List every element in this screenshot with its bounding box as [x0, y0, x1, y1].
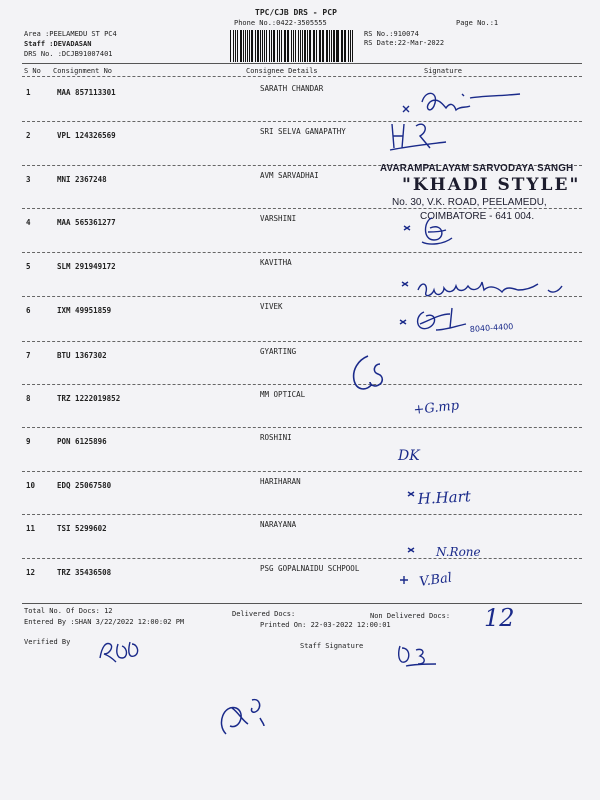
row-consignment-no: SLM 291949172 [57, 262, 116, 271]
barcode-bar [350, 30, 351, 62]
signature-2 [388, 118, 468, 162]
row-consignee: VARSHINI [260, 214, 297, 223]
row-consignment-no: TRZ 1222019852 [57, 394, 121, 403]
barcode-bar [243, 30, 244, 62]
barcode-bar [284, 30, 285, 62]
barcode-bar [336, 30, 337, 62]
row-sno: 11 [26, 524, 36, 533]
barcode-bar [273, 30, 275, 62]
row-divider [22, 384, 582, 385]
barcode-bar [302, 30, 303, 62]
barcode-bar [298, 30, 299, 62]
row-sno: 12 [26, 568, 36, 577]
col-signature: Signature [424, 67, 462, 75]
svg-text:V.Bal: V.Bal [418, 570, 453, 590]
barcode-bar [269, 30, 270, 62]
barcode [230, 30, 355, 62]
barcode-bar [337, 30, 338, 62]
barcode-bar [262, 30, 263, 62]
barcode-bar [307, 30, 308, 62]
entered-by: Entered By :SHAN 3/22/2022 12:00:02 PM [24, 618, 185, 626]
printed-on: Printed On: 22-03-2022 12:00:01 [260, 621, 391, 629]
barcode-bar [245, 30, 246, 62]
delivered-docs: Delivered Docs: [232, 610, 296, 618]
row-sno: 4 [26, 218, 31, 227]
row-consignment-no: MNI 2367248 [57, 175, 107, 184]
signature-9 [398, 440, 458, 474]
barcode-bar [316, 30, 317, 62]
svg-text:DK: DK [398, 448, 420, 464]
row-consignee: VIVEK [260, 302, 283, 311]
row-consignment-no: TSI 5299602 [57, 524, 107, 533]
col-consignee: Consignee Details [246, 67, 318, 75]
total-docs: Total No. Of Docs: 12 [24, 607, 113, 615]
rs-date: RS Date:22-Mar-2022 [364, 39, 445, 47]
barcode-bar [266, 30, 267, 62]
report-title: TPC/CJB DRS - PCP [255, 8, 337, 17]
staff-signature [394, 640, 444, 674]
stamp-line-3: No. 30, V.K. ROAD, PEELAMEDU, [392, 197, 547, 208]
barcode-bar [352, 30, 353, 62]
drs-number: DRS No. :DCJB91007401 [24, 50, 113, 58]
row-sno: 5 [26, 262, 31, 271]
barcode-bar [293, 30, 294, 62]
signature-7 [346, 350, 406, 404]
barcode-bar [304, 30, 306, 62]
barcode-bar [281, 30, 282, 62]
barcode-bar [341, 30, 342, 62]
barcode-bar [319, 30, 320, 62]
row-consignment-no: TRZ 35436508 [57, 568, 112, 577]
barcode-bar [344, 30, 346, 62]
barcode-bar [257, 30, 259, 62]
row-consignee: SARATH CHANDAR [260, 84, 324, 93]
barcode-bar [279, 30, 280, 62]
scribble-signature [212, 690, 292, 754]
barcode-bar [285, 30, 286, 62]
barcode-bar [277, 30, 278, 62]
row-consignee: GYARTING [260, 347, 297, 356]
svg-text:H R: H R [410, 121, 436, 136]
row-consignment-no: PON 6125896 [57, 437, 107, 446]
barcode-bar [235, 30, 236, 62]
row-sno: 6 [26, 306, 31, 315]
staff-signature-label: Staff Signature [300, 642, 364, 650]
row-sno: 7 [26, 351, 31, 360]
signature-10 [404, 478, 524, 522]
barcode-bar [255, 30, 256, 62]
signature-6 [396, 302, 546, 346]
barcode-bar [323, 30, 324, 62]
row-consignee: NARAYANA [260, 520, 297, 529]
page-number: Page No.:1 [456, 19, 499, 27]
col-consignment: Consignment No [53, 67, 113, 75]
verified-by: Verified By [24, 638, 71, 646]
row-consignee: AVM SARVADHAI [260, 171, 319, 180]
row-consignment-no: MAA 565361277 [57, 218, 116, 227]
barcode-bar [326, 30, 328, 62]
header-divider [22, 63, 582, 64]
svg-text:8040-4400: 8040-4400 [469, 321, 514, 334]
row-sno: 2 [26, 131, 31, 140]
barcode-bar [230, 30, 231, 62]
row-consignment-no: EDQ 25067580 [57, 481, 112, 490]
barcode-bar [322, 30, 323, 62]
svg-text:+G.mp: +G.mp [412, 398, 460, 418]
barcode-bar [331, 30, 332, 62]
barcode-bar [237, 30, 238, 62]
barcode-bar [240, 30, 242, 62]
verifier-signature [96, 636, 156, 670]
row-consignment-no: VPL 124326569 [57, 131, 116, 140]
delivered-count-handwritten [484, 600, 514, 644]
area-label: Area :PEELAMEDU ST PC4 [24, 30, 117, 38]
barcode-bar [249, 30, 250, 62]
row-sno: 8 [26, 394, 31, 403]
barcode-bar [314, 30, 315, 62]
row-consignment-no: MAA 857113301 [57, 88, 116, 97]
barcode-bar [260, 30, 261, 62]
row-sno: 10 [26, 481, 36, 490]
stamp-line-1: AVARAMPALAYAM SARVODAYA SANGH [380, 162, 574, 174]
row-consignee: PSG GOPALNAIDU SCHPOOL [260, 564, 360, 573]
barcode-bar [309, 30, 310, 62]
barcode-bar [247, 30, 248, 62]
signature-12 [398, 566, 488, 600]
barcode-bar [313, 30, 314, 62]
phone-number: Phone No.:0422-3505555 [234, 19, 327, 27]
barcode-bar [251, 30, 252, 62]
barcode-bar [233, 30, 234, 62]
barcode-bar [291, 30, 292, 62]
barcode-bar [342, 30, 343, 62]
row-consignment-no: IXM 49951859 [57, 306, 112, 315]
non-delivered-docs: Non Delivered Docs: [370, 612, 451, 620]
row-consignee: MM OPTICAL [260, 390, 306, 399]
row-sno: 9 [26, 437, 31, 446]
column-divider [22, 76, 582, 77]
row-consignee: SRI SELVA GANAPATHY [260, 127, 346, 136]
svg-text:N.Rone: N.Rone [436, 545, 481, 559]
stamp-line-4: COIMBATORE - 641 004. [420, 211, 535, 222]
signature-8 [414, 394, 504, 428]
svg-text:12: 12 [484, 604, 515, 632]
barcode-bar [287, 30, 289, 62]
barcode-bar [300, 30, 301, 62]
row-sno: 1 [26, 88, 31, 97]
row-consignment-no: BTU 1367302 [57, 351, 107, 360]
staff-label: Staff :DEVADASAN [24, 40, 92, 48]
row-sno: 3 [26, 175, 31, 184]
col-sno: S No [24, 67, 41, 75]
rs-number: RS No.:910074 [364, 30, 419, 38]
barcode-bar [329, 30, 330, 62]
barcode-bar [271, 30, 272, 62]
barcode-bar [348, 30, 349, 62]
row-consignee: ROSHINI [260, 433, 292, 442]
row-divider [22, 471, 582, 472]
row-consignee: HARIHARAN [260, 477, 301, 486]
svg-text:H.Hart: H.Hart [417, 487, 472, 508]
row-consignee: KAVITHA [260, 258, 292, 267]
barcode-bar [333, 30, 334, 62]
stamp-line-2: "KHADI STYLE" [402, 175, 581, 195]
signature-4 [398, 212, 478, 256]
barcode-bar [295, 30, 296, 62]
barcode-bar [264, 30, 265, 62]
